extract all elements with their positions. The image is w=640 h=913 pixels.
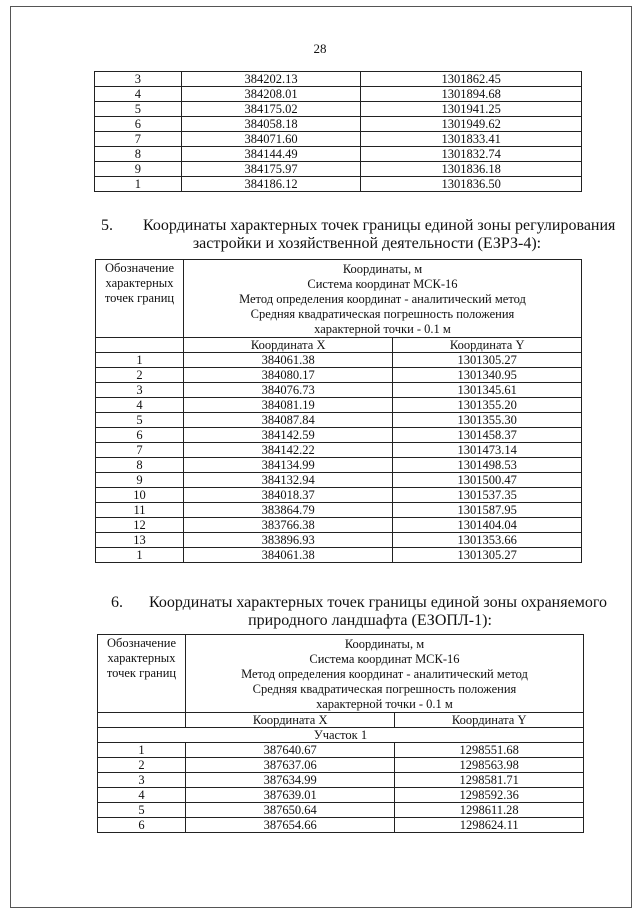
header-coordinates-line: Средняя квадратическая погрешность положения: [250, 306, 515, 321]
header-designation-line: Обозначение: [104, 261, 175, 275]
table-row: [98, 758, 584, 773]
table-body: [95, 72, 582, 192]
coordinate-x: 384175.97: [181, 162, 361, 177]
header-designation-line: Обозначение: [106, 636, 177, 650]
header-coordinate-y: Координата Y: [393, 338, 582, 353]
coordinate-x: 387650.64: [185, 803, 394, 818]
table-row: [96, 383, 582, 398]
coordinate-y: 1301340.95: [393, 368, 582, 383]
coordinate-y: 1301305.27: [393, 353, 582, 368]
table-row: [95, 147, 582, 162]
coordinate-x: 384087.84: [183, 413, 392, 428]
table-row: [95, 132, 582, 147]
section-number: 6.: [111, 594, 123, 611]
coordinate-y: 1301498.53: [393, 458, 582, 473]
coordinate-x: 387654.66: [185, 818, 394, 833]
coordinate-x: 384071.60: [181, 132, 361, 147]
coordinate-y: 1301836.50: [361, 177, 582, 192]
point-number: 7: [96, 443, 184, 458]
header-coordinates-line: характерной точки - 0.1 м: [314, 321, 451, 336]
table-row: [95, 72, 582, 87]
point-number: 4: [96, 398, 184, 413]
point-number: 3: [95, 72, 182, 87]
header-coordinate-x: Координата X: [183, 338, 392, 353]
header-coordinates-line: Метод определения координат - аналитический метод: [239, 291, 526, 306]
header-coordinates: [183, 260, 581, 338]
point-number: 13: [96, 533, 184, 548]
table-row: [96, 518, 582, 533]
section-title-line1: Координаты характерных точек границы единой зоны регулирования: [143, 217, 616, 234]
point-number: 5: [98, 803, 186, 818]
coordinate-x: 384142.59: [183, 428, 392, 443]
coordinate-y: 1301345.61: [393, 383, 582, 398]
header-coordinates-line: Система координат МСК-16: [309, 651, 460, 666]
header-coordinate-x: Координата X: [185, 713, 394, 728]
section-title-line2: природного ландшафта (ЕЗОПЛ-1):: [248, 612, 492, 629]
coordinate-x: 384186.12: [181, 177, 361, 192]
coordinate-x: 384080.17: [183, 368, 392, 383]
table-row: [96, 488, 582, 503]
table-row: [96, 353, 582, 368]
point-number: 1: [96, 353, 184, 368]
coordinate-x: 384134.99: [183, 458, 392, 473]
table-ezrz-4: [95, 259, 582, 563]
coordinate-y: 1301537.35: [393, 488, 582, 503]
table-row: [95, 117, 582, 132]
table-row: [96, 398, 582, 413]
point-number: 7: [95, 132, 182, 147]
coordinate-y: 1301949.62: [361, 117, 582, 132]
table-row: [95, 177, 582, 192]
coordinate-x: 387639.01: [185, 788, 394, 803]
point-number: 5: [96, 413, 184, 428]
table-row: [96, 413, 582, 428]
header-designation: [98, 635, 186, 713]
coordinate-y: 1301404.04: [393, 518, 582, 533]
table-row: [98, 818, 584, 833]
coordinate-x: 384175.02: [181, 102, 361, 117]
point-number: 9: [95, 162, 182, 177]
coordinate-y: 1301500.47: [393, 473, 582, 488]
point-number: 4: [98, 788, 186, 803]
coordinate-x: 384058.18: [181, 117, 361, 132]
point-number: 6: [98, 818, 186, 833]
coordinate-y: 1301894.68: [361, 87, 582, 102]
header-empty: [96, 338, 184, 353]
coordinate-y: 1301836.18: [361, 162, 582, 177]
coordinate-y: 1298563.98: [395, 758, 584, 773]
section-title-line1: Координаты характерных точек границы единой зоны охраняемого: [149, 594, 607, 611]
section-5-heading: [101, 216, 616, 256]
table-continuation: [94, 71, 582, 192]
coordinate-x: 384144.49: [181, 147, 361, 162]
point-number: 2: [96, 368, 184, 383]
point-number: 6: [95, 117, 182, 132]
header-coordinates-line: характерной точки - 0.1 м: [316, 696, 453, 711]
table-ezopl-1: [97, 634, 584, 833]
section-title-line2: застройки и хозяйственной деятельности (ЕЗРЗ-4):: [192, 235, 542, 252]
point-number: 1: [95, 177, 182, 192]
coordinate-y: 1298581.71: [395, 773, 584, 788]
point-number: 9: [96, 473, 184, 488]
page-number: 28: [313, 41, 327, 56]
coordinate-x: 384018.37: [183, 488, 392, 503]
table-row: [98, 743, 584, 758]
coordinate-x: 383896.93: [183, 533, 392, 548]
header-empty: [98, 713, 186, 728]
coordinate-x: 384061.38: [183, 548, 392, 563]
coordinate-y: 1301941.25: [361, 102, 582, 117]
table-row: [98, 773, 584, 788]
header-coordinate-y: Координата Y: [395, 713, 584, 728]
point-number: 11: [96, 503, 184, 518]
table-row: [98, 788, 584, 803]
header-coordinates: [185, 635, 583, 713]
coordinate-y: 1301458.37: [393, 428, 582, 443]
header-designation-line: точек границ: [106, 666, 177, 680]
coordinate-y: 1301862.45: [361, 72, 582, 87]
coordinate-y: 1298611.28: [395, 803, 584, 818]
coordinate-y: 1298592.36: [395, 788, 584, 803]
coordinate-y: 1301305.27: [393, 548, 582, 563]
table-row: [96, 473, 582, 488]
coordinate-x: 384061.38: [183, 353, 392, 368]
coordinate-x: 384208.01: [181, 87, 361, 102]
point-number: 3: [98, 773, 186, 788]
point-number: 6: [96, 428, 184, 443]
point-number: 12: [96, 518, 184, 533]
coordinate-x: 384132.94: [183, 473, 392, 488]
point-number: 3: [96, 383, 184, 398]
coordinate-y: 1298551.68: [395, 743, 584, 758]
coordinate-x: 384076.73: [183, 383, 392, 398]
coordinate-y: 1301355.20: [393, 398, 582, 413]
coordinate-x: 384081.19: [183, 398, 392, 413]
header-designation: [96, 260, 184, 338]
coordinate-x: 387637.06: [185, 758, 394, 773]
coordinate-y: 1298624.11: [395, 818, 584, 833]
table-row: [96, 428, 582, 443]
header-coordinates-line: Метод определения координат - аналитический метод: [241, 666, 528, 681]
table-row: [95, 102, 582, 117]
table-row: [96, 548, 582, 563]
section-number: 5.: [101, 217, 113, 234]
header-designation-line: точек границ: [104, 291, 175, 305]
point-number: 1: [98, 743, 186, 758]
point-number: 8: [95, 147, 182, 162]
coordinate-x: 384142.22: [183, 443, 392, 458]
coordinate-y: 1301833.41: [361, 132, 582, 147]
point-number: 1: [96, 548, 184, 563]
table-row: [96, 458, 582, 473]
table-row: [95, 87, 582, 102]
point-number: 4: [95, 87, 182, 102]
table-row: [96, 368, 582, 383]
point-number: 10: [96, 488, 184, 503]
coordinate-x: 387634.99: [185, 773, 394, 788]
header-coordinates-line: Средняя квадратическая погрешность положения: [252, 681, 517, 696]
header-coordinates-line: Система координат МСК-16: [307, 276, 458, 291]
point-number: 8: [96, 458, 184, 473]
table-row: [98, 803, 584, 818]
coordinate-x: 383766.38: [183, 518, 392, 533]
subheader-plot: Участок 1: [98, 728, 584, 743]
coordinate-x: 384202.13: [181, 72, 361, 87]
table-row: [95, 162, 582, 177]
header-designation-line: характерных: [107, 651, 176, 665]
section-6-heading: [111, 593, 607, 633]
coordinate-y: 1301353.66: [393, 533, 582, 548]
header-designation-line: характерных: [105, 276, 174, 290]
coordinate-x: 383864.79: [183, 503, 392, 518]
table-body: [96, 353, 582, 563]
table-row: [96, 503, 582, 518]
table-body: [98, 743, 584, 833]
coordinate-y: 1301473.14: [393, 443, 582, 458]
point-number: 5: [95, 102, 182, 117]
header-coordinates-line: Координаты, м: [344, 636, 425, 651]
coordinate-y: 1301355.30: [393, 413, 582, 428]
header-coordinates-line: Координаты, м: [342, 261, 423, 276]
coordinate-y: 1301832.74: [361, 147, 582, 162]
coordinate-x: 387640.67: [185, 743, 394, 758]
table-row: [96, 533, 582, 548]
point-number: 2: [98, 758, 186, 773]
table-row: [96, 443, 582, 458]
coordinate-y: 1301587.95: [393, 503, 582, 518]
